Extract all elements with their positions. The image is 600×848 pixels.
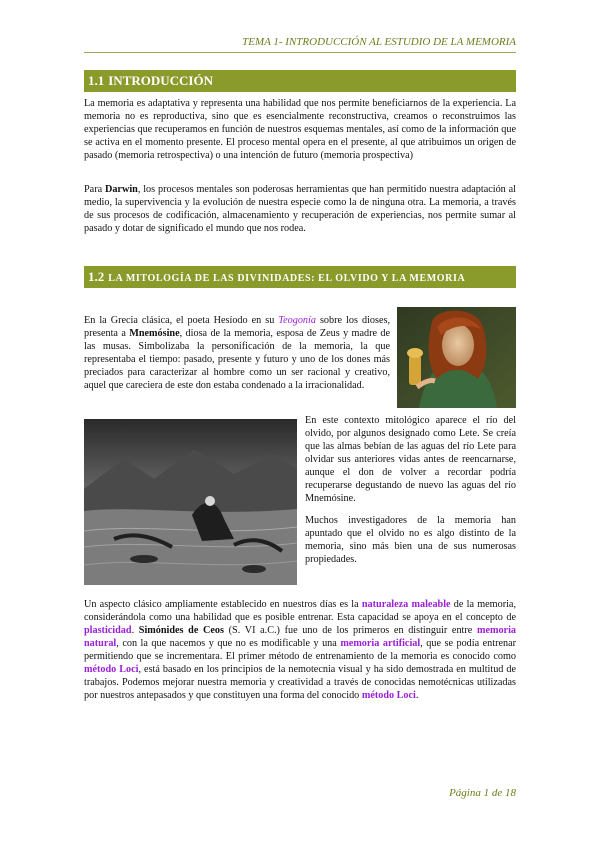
text-span: . [415,690,419,701]
document-header: TEMA 1- INTRODUCCIÓN AL ESTUDIO DE LA MEMORIA [242,36,516,48]
text-span: , con la que nacemos y que no es modificable y una [116,638,341,649]
simonides-name: Simónides de Ceos [138,625,224,636]
text-span: , que se podía entrenar permitiendo que se incrementara. El primer método de entrenamiento de la memoria es conocido como [84,638,516,662]
lete-paragraph: En este contexto mitológico aparece el río del olvido, por algunos designado como Lete. Se creía que las almas bebían de las aguas del río Lete para olvidar sus anteriores vidas antes de reencarnarse, aunque el don de volver a recordar podría recuperarse degustando de nuevo las aguas del río Mnemósine. [305,415,516,504]
section-heading-introduccion [84,70,516,92]
darwin-name: Darwin [104,184,138,195]
memoria-artificial-highlight: memoria artificial [340,638,421,649]
section-number: 1.2 [88,269,105,284]
section-title: INTRODUCCIÓN [108,73,213,88]
olvido-paragraph: Muchos investigadores de la memoria han apuntado que el olvido no es algo distinto de la memoria, sino más bien una de sus numerosas propiedades. [305,515,516,565]
intro-paragraph-2 [84,183,516,235]
metodo-loci-highlight: método Loci [84,664,139,675]
page-number: Página 1 de 18 [449,787,516,799]
mnemosine-name: Mnemósine [129,328,180,339]
text-span: de la memoria, considerándola como una habilidad que es posible entrenar. Esta capacidad se apoya en el concepto de [84,599,516,623]
text-span: . [131,625,139,636]
intro-paragraph-1: La memoria es adaptativa y representa una habilidad que nos permite beneficiarnos de la experiencia. La memoria no es reproductiva, sino que es esencialmente reconstructiva, creamos o reconstruimos las experiencias que recuperamos en función de nuestros esquemas mentales, así como de la información que se activa en el momento presente. El proceso mental opera en el presente, al que atribuimos un origen de pasado (memoria retrospectiva) o una intención de futuro (memoria prospectiva) [84,98,516,161]
text-span: En la Grecia clásica, el poeta Hesíodo en su [84,315,279,326]
river-lethe-engraving-image [84,419,297,585]
text-span: sobre los dioses, presenta a [84,315,390,339]
text-span: , diosa de la memoria, esposa de Zeus y madre de las musas. Simbolizaba la personificación de la memoria, la que representaba el tiempo: pasado, presente y futuro y uno de los dones más preciados para caracterizar al hombre como un ser racional y creativo, aquel que careciera de este don estaba condenado a la irracionalidad. [84,328,391,391]
text-span: Un aspecto clásico ampliamente establecido en nuestros días es la [84,599,362,610]
plasticidad-highlight: plasticidad [84,625,132,636]
memoria-maleable-paragraph [84,598,516,702]
mnemosine-painting-image [397,307,516,408]
text-span: , los procesos mentales son poderosas herramientas que han permitido nuestra adaptación al medio, la supervivencia y la evolución de nuestra especie como la de ninguna otra. La memoria, a través de sus procesos de codificación, almacenamiento y recuperación de experiencias, nos permite sumar al pasado y dotar de significado el mundo que nos rodea. [84,184,516,234]
naturaleza-maleable-highlight: naturaleza maleable [361,599,451,610]
mnemosine-paragraph [84,314,390,392]
text-span: (S. VI a.C.) fue uno de los primeros en distinguir entre [223,625,477,636]
text-span: , está basado en los principios de la nemotecnia visual y ha sido demostrada en multitud de trabajos. Podemos mejorar nuestra memoria y creatividad a través de conocidas nemotécnicas utilizadas por nuestros antepasados y que constituyen una forma del conocido [84,664,516,701]
memoria-natural-highlight: memoria natural [84,625,517,649]
section-heading-mitologia [84,266,516,288]
text-span: Para [84,184,105,195]
metodo-loci-highlight: método Loci [361,690,416,701]
section-number: 1.1 [88,73,105,88]
section-title: LA MITOLOGÍA DE LAS DIVINIDADES: EL OLVIDO Y LA MEMORIA [108,273,466,284]
header-divider [84,52,516,53]
teogonia-link[interactable]: Teogonía [278,315,316,326]
